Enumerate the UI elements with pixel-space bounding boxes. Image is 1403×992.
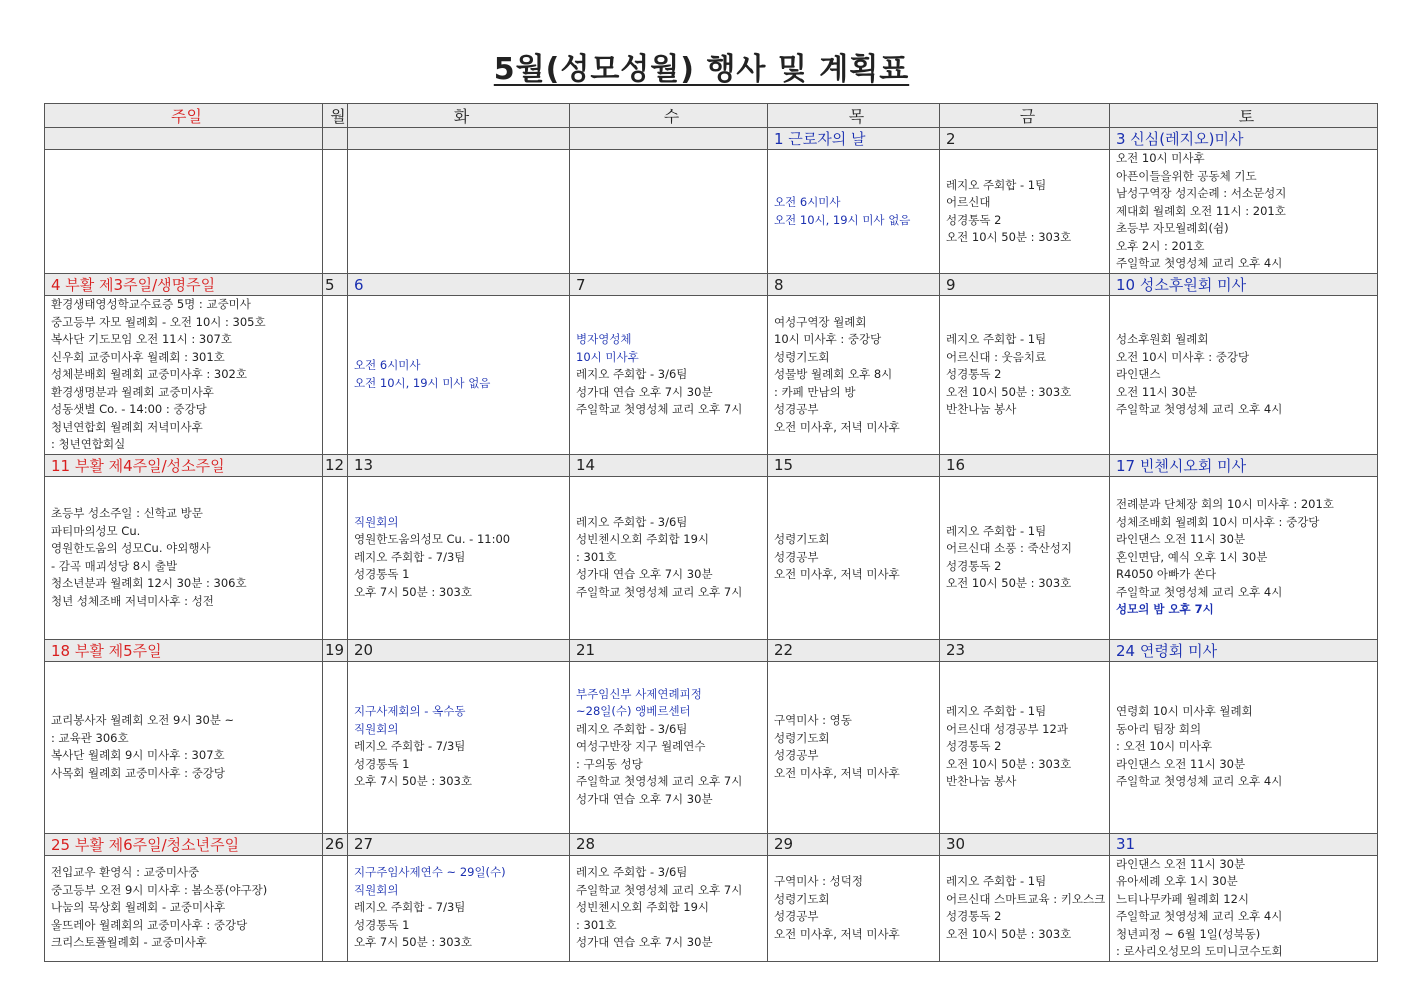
event-item: 성경공부 bbox=[774, 402, 819, 416]
event-item: : 로사리오성모의 도미니코수도회 bbox=[1116, 944, 1283, 958]
event-item: 오후 7시 50분 : 303호 bbox=[354, 774, 472, 789]
event-item: 직원회의 bbox=[354, 882, 399, 897]
event-item: 청년연합회 월례회 저녁미사후 bbox=[51, 419, 203, 434]
event-item: 성물방 월례회 오후 8시 bbox=[774, 367, 893, 381]
weekday-header-wednesday: 수 bbox=[570, 104, 768, 128]
events-cell-monday bbox=[323, 296, 348, 455]
event-item: 복사단 월례회 9시 미사후 : 307호 bbox=[51, 748, 225, 762]
date-cell-saturday: 17 빈첸시오회 미사 bbox=[1110, 454, 1378, 476]
event-item: 오전 6시미사 bbox=[774, 195, 841, 209]
event-item: 복사단 기도모임 오전 11시 : 307호 bbox=[51, 332, 232, 346]
events-cell-sunday bbox=[45, 476, 323, 639]
events-cell-wednesday bbox=[570, 661, 768, 833]
event-item: 성령기도회 bbox=[774, 730, 830, 745]
date-cell-tuesday: 6 bbox=[348, 274, 570, 296]
events-cell-thursday bbox=[768, 476, 940, 639]
event-item: 반찬나눔 봉사 bbox=[946, 402, 1017, 416]
event-item: 환경생명분과 월례회 교중미사후 bbox=[51, 384, 214, 399]
event-item: 라인댄스 오전 11시 30분 bbox=[1116, 532, 1246, 547]
event-item: 유아세례 오후 1시 30분 bbox=[1116, 874, 1238, 888]
event-item: 오후 7시 50분 : 303호 bbox=[354, 935, 472, 950]
event-item: 오전 10시, 19시 미사 없음 bbox=[354, 375, 491, 390]
week-3-date-row bbox=[45, 454, 1378, 476]
event-item: 사목회 월례회 교중미사후 : 중강당 bbox=[51, 765, 226, 780]
date-cell-thursday: 29 bbox=[768, 833, 940, 855]
events-cell-sunday bbox=[45, 150, 323, 274]
event-item: 성경통독 1 bbox=[354, 917, 410, 932]
date-cell-thursday: 15 bbox=[768, 454, 940, 476]
event-item: 레지오 주회합 - 3/6팀 bbox=[576, 514, 688, 529]
date-cell-monday: 19 bbox=[323, 639, 348, 661]
events-cell-saturday bbox=[1110, 150, 1378, 274]
event-item: 크리스토폴월례회 - 교중미사후 bbox=[51, 935, 207, 950]
week-3-events-row bbox=[45, 476, 1378, 639]
events-cell-tuesday bbox=[348, 296, 570, 455]
event-item: 성빈첸시오회 주회합 19시 bbox=[576, 532, 710, 547]
date-cell-wednesday: 28 bbox=[570, 833, 768, 855]
events-cell-friday bbox=[940, 150, 1110, 274]
events-cell-tuesday bbox=[348, 661, 570, 833]
event-item: 여성구반장 지구 월례연수 bbox=[576, 739, 706, 754]
event-item: 성경통독 2 bbox=[946, 558, 1002, 573]
events-cell-friday bbox=[940, 661, 1110, 833]
events-cell-tuesday bbox=[348, 150, 570, 274]
event-item: 성경통독 2 bbox=[946, 367, 1002, 381]
date-cell-tuesday: 20 bbox=[348, 639, 570, 661]
event-item: 어르신대 성경공부 12과 bbox=[946, 721, 1068, 736]
events-cell-friday bbox=[940, 855, 1110, 961]
event-item: 레지오 주회합 - 1팀 bbox=[946, 523, 1047, 538]
events-cell-saturday bbox=[1110, 855, 1378, 961]
date-cell-wednesday bbox=[570, 128, 768, 150]
event-item: 구역미사 : 영동 bbox=[774, 713, 852, 727]
event-item: 성경통독 1 bbox=[354, 756, 410, 771]
event-item: 어르신대 스마트교육 : 키오스크 bbox=[946, 891, 1106, 906]
week-2-date-row bbox=[45, 274, 1378, 296]
event-item: 오후 7시 50분 : 303호 bbox=[354, 584, 472, 599]
event-item: 남성구역장 성지순례 : 서소문성지 bbox=[1116, 186, 1287, 201]
weekday-header-thursday: 목 bbox=[768, 104, 940, 128]
events-cell-saturday bbox=[1110, 296, 1378, 455]
events-cell-monday bbox=[323, 855, 348, 961]
event-item: 제대회 월례회 오전 11시 : 201호 bbox=[1116, 203, 1286, 218]
event-item: 오후 2시 : 201호 bbox=[1116, 238, 1205, 253]
event-item: 구역미사 : 성덕정 bbox=[774, 874, 863, 888]
date-cell-friday: 9 bbox=[940, 274, 1110, 296]
event-item: 오전 10시, 19시 미사 없음 bbox=[774, 212, 911, 227]
event-item: 성빈첸시오회 주회합 19시 bbox=[576, 900, 710, 915]
event-item: 혼인면담, 예식 오후 1시 30분 bbox=[1116, 549, 1268, 564]
event-item: 주일학교 첫영성체 교리 오후 7시 bbox=[576, 584, 743, 599]
events-cell-friday bbox=[940, 296, 1110, 455]
event-item: 성동샛별 Co. - 14:00 : 중강당 bbox=[51, 402, 207, 416]
event-item: 환경생태영성학교수료증 5명 : 교중미사 bbox=[51, 297, 251, 311]
event-item: : 카페 만남의 방 bbox=[774, 384, 856, 399]
date-cell-saturday: 10 성소후원회 미사 bbox=[1110, 274, 1378, 296]
event-item: 반찬나눔 봉사 bbox=[946, 774, 1017, 789]
event-item: 라인댄스 오전 11시 30분 bbox=[1116, 856, 1246, 871]
date-cell-wednesday: 7 bbox=[570, 274, 768, 296]
event-item: 레지오 주회합 - 1팀 bbox=[946, 704, 1047, 719]
date-cell-tuesday: 27 bbox=[348, 833, 570, 855]
event-item: 성경통독 1 bbox=[354, 567, 410, 582]
event-item: : 청년연합회실 bbox=[51, 437, 126, 451]
event-item: 성가대 연습 오후 7시 30분 bbox=[576, 935, 713, 950]
event-item: 성경공부 bbox=[774, 909, 819, 923]
date-cell-thursday: 1 근로자의 날 bbox=[768, 128, 940, 150]
events-cell-thursday bbox=[768, 296, 940, 455]
events-cell-wednesday bbox=[570, 855, 768, 961]
date-cell-friday: 30 bbox=[940, 833, 1110, 855]
weekday-header-row bbox=[45, 104, 1378, 128]
events-cell-saturday bbox=[1110, 476, 1378, 639]
event-item: 나눔의 묵상회 월례회 - 교중미사후 bbox=[51, 900, 226, 915]
event-item: 성가대 연습 오후 7시 30분 bbox=[576, 791, 713, 806]
event-item: 초등부 성소주일 : 신학교 방문 bbox=[51, 506, 203, 520]
events-cell-sunday bbox=[45, 296, 323, 455]
event-item: 레지오 주회합 - 1팀 bbox=[946, 874, 1047, 888]
event-item: 직원회의 bbox=[354, 721, 399, 736]
date-cell-sunday: 4 부활 제3주일/생명주일 bbox=[45, 274, 323, 296]
event-item: 청년피정 ~ 6월 1일(성북동) bbox=[1116, 926, 1261, 941]
event-item: 레지오 주회합 - 3/6팀 bbox=[576, 721, 688, 736]
event-item: 성령기도회 bbox=[774, 532, 830, 547]
event-item: 교리봉사자 월례회 오전 9시 30분 ~ bbox=[51, 713, 235, 727]
week-1-events-row bbox=[45, 150, 1378, 274]
event-item: 주일학교 첫영성체 교리 오후 4시 bbox=[1116, 774, 1283, 789]
event-item: 성가대 연습 오후 7시 30분 bbox=[576, 567, 713, 582]
date-cell-tuesday: 13 bbox=[348, 454, 570, 476]
event-item: 중고등부 자모 월례회 - 오전 10시 : 305호 bbox=[51, 314, 266, 329]
event-item: 오전 미사후, 저녁 미사후 bbox=[774, 567, 900, 582]
event-item: 지구사제회의 - 옥수동 bbox=[354, 704, 466, 719]
date-cell-wednesday: 14 bbox=[570, 454, 768, 476]
event-item: : 301호 bbox=[576, 549, 617, 564]
event-item: 오전 미사후, 저녁 미사후 bbox=[774, 926, 900, 941]
date-cell-sunday: 11 부활 제4주일/성소주일 bbox=[45, 454, 323, 476]
event-item: 부주임신부 사제연례피정 bbox=[576, 686, 702, 701]
week-1-date-row bbox=[45, 128, 1378, 150]
event-item: 동아리 팀장 회의 bbox=[1116, 721, 1202, 736]
event-item: 오전 미사후, 저녁 미사후 bbox=[774, 419, 900, 434]
event-item: 직원회의 bbox=[354, 514, 399, 529]
page-title: 5월(성모성월) 행사 및 계획표 bbox=[493, 52, 910, 87]
event-item: 전례분과 단체장 회의 10시 미사후 : 201호 bbox=[1116, 497, 1334, 512]
event-item: 병자영성체 bbox=[576, 332, 632, 346]
weekday-header-monday: 월 bbox=[323, 104, 348, 128]
event-item: 청년 성체조배 저녁미사후 : 성전 bbox=[51, 593, 214, 608]
weekday-header-tuesday: 화 bbox=[348, 104, 570, 128]
event-item: 울뜨레아 월례회의 교중미사후 : 중강당 bbox=[51, 917, 248, 932]
event-item: 주일학교 첫영성체 교리 오후 4시 bbox=[1116, 584, 1283, 599]
event-item: 어르신대 소풍 : 죽산성지 bbox=[946, 541, 1072, 555]
date-cell-tuesday bbox=[348, 128, 570, 150]
weekday-header-sunday: 주일 bbox=[45, 104, 323, 128]
date-cell-monday: 5 bbox=[323, 274, 348, 296]
event-item: 주일학교 첫영성체 교리 오후 7시 bbox=[576, 402, 743, 416]
event-item: 오전 10시 50분 : 303호 bbox=[946, 756, 1072, 771]
events-cell-tuesday bbox=[348, 855, 570, 961]
date-cell-saturday: 31 bbox=[1110, 833, 1378, 855]
event-item: 10시 미사후 : 중강당 bbox=[774, 332, 882, 346]
event-item: 오전 10시 50분 : 303호 bbox=[946, 926, 1072, 941]
event-item: 성령기도회 bbox=[774, 891, 830, 906]
events-cell-tuesday bbox=[348, 476, 570, 639]
event-item: 오전 10시 50분 : 303호 bbox=[946, 576, 1072, 590]
event-item: 주일학교 첫영성체 교리 오후 7시 bbox=[576, 774, 743, 789]
event-item: 초등부 자모월례회(쉼) bbox=[1116, 221, 1229, 236]
week-4-date-row bbox=[45, 639, 1378, 661]
date-cell-thursday: 8 bbox=[768, 274, 940, 296]
event-item: R4050 아빠가 쏜다 bbox=[1116, 567, 1217, 582]
event-item: 오전 미사후, 저녁 미사후 bbox=[774, 765, 900, 780]
event-item: 성경통독 2 bbox=[946, 212, 1002, 227]
date-cell-wednesday: 21 bbox=[570, 639, 768, 661]
weekday-header-saturday: 토 bbox=[1110, 104, 1378, 128]
event-item: 성소후원회 월례회 bbox=[1116, 332, 1209, 346]
event-item: 주일학교 첫영성체 교리 오후 4시 bbox=[1116, 909, 1283, 923]
event-item: 레지오 주회합 - 7/3팀 bbox=[354, 549, 466, 564]
event-item: 레지오 주회합 - 3/6팀 bbox=[576, 865, 688, 880]
event-item: 지구주임사제연수 ~ 29일(수) bbox=[354, 865, 506, 880]
event-item: 오전 10시 미사후 : 중강당 bbox=[1116, 349, 1250, 364]
week-4-events-row bbox=[45, 661, 1378, 833]
event-item: 성경공부 bbox=[774, 549, 819, 564]
date-cell-friday: 16 bbox=[940, 454, 1110, 476]
events-cell-wednesday bbox=[570, 296, 768, 455]
events-cell-sunday bbox=[45, 855, 323, 961]
event-item: 성경통독 2 bbox=[946, 909, 1002, 923]
event-item: : 교육관 306호 bbox=[51, 730, 129, 745]
event-item: 오전 10시 50분 : 303호 bbox=[946, 230, 1072, 244]
event-item: 성체분배회 월례회 교중미사후 : 302호 bbox=[51, 367, 247, 381]
event-item: ~28일(수) 앵베르센터 bbox=[576, 704, 691, 719]
date-cell-sunday bbox=[45, 128, 323, 150]
event-item: 청소년분과 월례회 12시 30분 : 306호 bbox=[51, 576, 247, 590]
event-item: 파티마의성모 Cu. bbox=[51, 523, 141, 538]
event-item: : 301호 bbox=[576, 917, 617, 932]
event-item: 연령회 10시 미사후 월례회 bbox=[1116, 704, 1253, 719]
event-item: 레지오 주회합 - 1팀 bbox=[946, 332, 1047, 346]
events-cell-sunday bbox=[45, 661, 323, 833]
date-cell-thursday: 22 bbox=[768, 639, 940, 661]
event-item: 어르신대 bbox=[946, 195, 991, 209]
date-cell-friday: 23 bbox=[940, 639, 1110, 661]
week-5-date-row bbox=[45, 833, 1378, 855]
date-cell-sunday: 18 부활 제5주일 bbox=[45, 639, 323, 661]
events-cell-monday bbox=[323, 661, 348, 833]
event-item: 라인댄스 오전 11시 30분 bbox=[1116, 756, 1246, 771]
date-cell-saturday: 24 연령회 미사 bbox=[1110, 639, 1378, 661]
event-item: 느티나무카페 월례회 12시 bbox=[1116, 891, 1250, 906]
events-cell-wednesday bbox=[570, 476, 768, 639]
event-item: 신우회 교중미사후 월례회 : 301호 bbox=[51, 349, 225, 364]
event-item: 오전 11시 30분 bbox=[1116, 384, 1198, 399]
events-cell-saturday bbox=[1110, 661, 1378, 833]
event-item: 성경통독 2 bbox=[946, 739, 1002, 754]
event-item: 주일학교 첫영성체 교리 오후 4시 bbox=[1116, 402, 1283, 416]
schedule-table bbox=[44, 103, 1378, 962]
event-item: 성령기도회 bbox=[774, 349, 830, 364]
event-item: 성모의 밤 오후 7시 bbox=[1116, 602, 1214, 617]
event-item: 오전 6시미사 bbox=[354, 358, 421, 373]
event-item: 성체조배회 월례회 10시 미사후 : 중강당 bbox=[1116, 514, 1320, 529]
events-cell-thursday bbox=[768, 661, 940, 833]
event-item: 주일학교 첫영성체 교리 오후 7시 bbox=[576, 882, 743, 897]
date-cell-monday: 12 bbox=[323, 454, 348, 476]
event-item: 라인댄스 bbox=[1116, 367, 1161, 381]
event-item: : 구의동 성당 bbox=[576, 756, 643, 771]
weekday-header-friday: 금 bbox=[940, 104, 1110, 128]
event-item: - 감곡 매괴성당 8시 출발 bbox=[51, 558, 178, 573]
date-cell-monday bbox=[323, 128, 348, 150]
event-item: 오전 10시 50분 : 303호 bbox=[946, 384, 1072, 399]
events-cell-monday bbox=[323, 476, 348, 639]
event-item: 전입교우 환영식 : 교중미사중 bbox=[51, 865, 200, 880]
event-item: 레지오 주회합 - 7/3팀 bbox=[354, 900, 466, 915]
events-cell-thursday bbox=[768, 150, 940, 274]
events-cell-friday bbox=[940, 476, 1110, 639]
week-2-events-row bbox=[45, 296, 1378, 455]
events-cell-thursday bbox=[768, 855, 940, 961]
event-item: 여성구역장 월례회 bbox=[774, 314, 867, 329]
date-cell-monday: 26 bbox=[323, 833, 348, 855]
event-item: 레지오 주회합 - 7/3팀 bbox=[354, 739, 466, 754]
event-item: 어르신대 : 웃음치료 bbox=[946, 349, 1047, 364]
event-item: 영원한도움의 성모Cu. 야외행사 bbox=[51, 541, 211, 555]
event-item: 중고등부 오전 9시 미사후 : 봄소풍(야구장) bbox=[51, 882, 268, 897]
event-item: 레지오 주회합 - 3/6팀 bbox=[576, 367, 688, 381]
event-item: 성가대 연습 오후 7시 30분 bbox=[576, 384, 713, 399]
events-cell-wednesday bbox=[570, 150, 768, 274]
week-5-events-row bbox=[45, 855, 1378, 961]
event-item: 레지오 주회합 - 1팀 bbox=[946, 177, 1047, 192]
date-cell-friday: 2 bbox=[940, 128, 1110, 150]
event-item: 10시 미사후 bbox=[576, 349, 639, 364]
event-item: 성경공부 bbox=[774, 748, 819, 762]
event-item: 주일학교 첫영성체 교리 오후 4시 bbox=[1116, 256, 1283, 271]
event-item: 영원한도움의성모 Cu. - 11:00 bbox=[354, 532, 511, 547]
events-cell-monday bbox=[323, 150, 348, 274]
event-item: 오전 10시 미사후 bbox=[1116, 151, 1205, 166]
event-item: 아픈이들을위한 공동체 기도 bbox=[1116, 168, 1257, 183]
event-item: : 오전 10시 미사후 bbox=[1116, 739, 1213, 754]
date-cell-sunday: 25 부활 제6주일/청소년주일 bbox=[45, 833, 323, 855]
date-cell-saturday: 3 신심(레지오)미사 bbox=[1110, 128, 1378, 150]
